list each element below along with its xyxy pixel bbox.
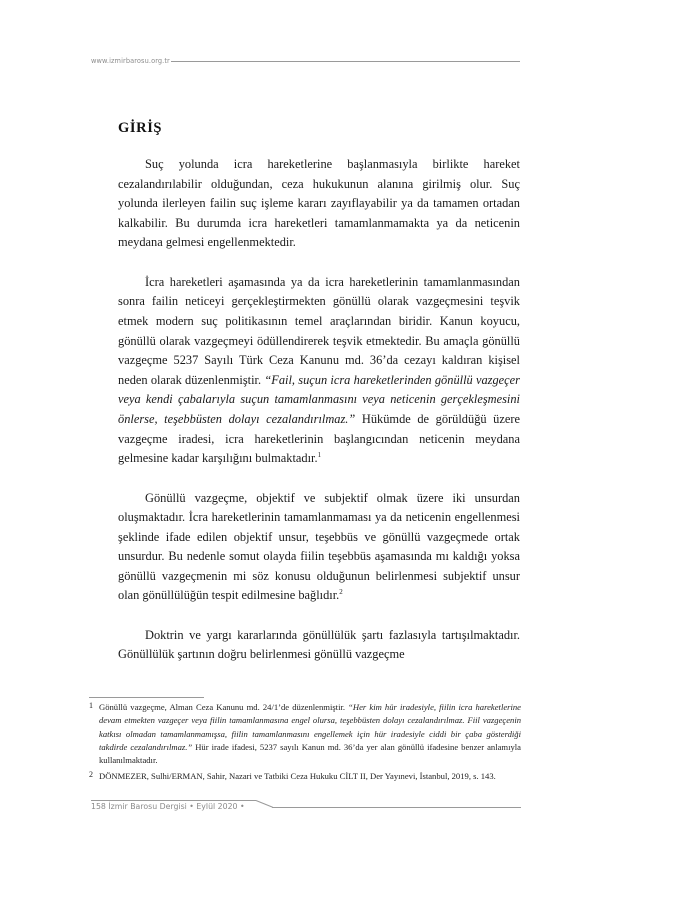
footnote-2-text: DÖNMEZER, Sulhi/ERMAN, Sahir, Nazari ve Tatbiki Ceza Hukuku CİLT II, Der Yayınevi, İstanbul, 2019, s. 143.: [99, 771, 496, 782]
paragraph-2-text-a: İcra hareketleri aşamasında ya da icra hareketlerinin tamamlanmasından sonra failin neticeyi gerçekleştirmekten gönüllü olarak vazgeçmesini teşvik etmek modern suç politikasının temel araçlarından biridir. Kanun koyucu, gönüllü olarak vazgeçmeyi ödüllendirerek teşvik etmektedir. Bu amaçla gönüllü vazgeçme 5237 Sayılı Türk Ceza Kanunu md. 36’da cezayı kaldıran kişisel neden olarak düzenlenmiştir.: [118, 274, 520, 387]
footer-rule-slant: [256, 800, 273, 808]
footer-text: 158 İzmir Barosu Dergisi • Eylül 2020 •: [91, 802, 245, 811]
paragraph-2: [118, 273, 520, 469]
footnote-ref-1[interactable]: 1: [317, 451, 322, 460]
running-footer: [91, 800, 521, 814]
footnotes: [89, 701, 521, 787]
footnote-1: [89, 701, 521, 767]
header-url: www.izmirbarosu.org.tr: [91, 57, 170, 65]
footnote-number: 1: [89, 701, 93, 710]
paragraph-3: [118, 489, 520, 607]
footnote-ref-2[interactable]: 2: [339, 588, 343, 597]
section-title: GİRİŞ: [118, 120, 163, 136]
footnote-1-text-a: Gönüllü vazgeçme, Alman Ceza Kanunu md. 24/1’de düzenlenmiştir.: [99, 702, 349, 712]
paragraph-1: Suç yolunda icra hareketlerine başlanmasıyla birlikte hareket cezalandırılabilir olduğundan, ceza hukukunun alanına girilmiş olur. Suç yolunda ilerleyen failin suç işleme kararı zayıflayabilir ya da tamamen ortadan kalkabilir. Bu durumda icra hareketleri tamamlanmamakta ya da neticenin meydana gelmesi engellenmektedir.: [118, 157, 520, 250]
body-text: [118, 155, 520, 685]
paragraph-2-text-b: Hükümde de görüldüğü üzere vazgeçme iradesi, icra hareketlerinin başlangıcından neticenin meydana gelmesine kadar karşılığını bulmaktadır.: [118, 411, 520, 466]
statute-quote: “Fail, suçun icra hareketlerinden gönüllü vazgeçer veya kendi çabalarıyla suçun tamamlanmasını veya neticenin gerçekleşmesini önlerse, teşebbüsten dolayı cezalandırılmaz.”: [118, 372, 521, 426]
footnote-number: 2: [89, 770, 93, 780]
paragraph-4: Doktrin ve yargı kararlarında gönüllülük şartı fazlasıyla tartışılmaktadır. Gönüllülük şartının doğru belirlenmesi gönüllü vazgeçme: [118, 627, 520, 662]
header-rule: [171, 61, 520, 62]
paragraph-3-text: Gönüllü vazgeçme, objektif ve subjektif olmak üzere iki unsurdan oluşmaktadır. İcra hareketlerinin tamamlanmaması ya da neticenin engellenmesi şeklinde ifade edilen objektif unsur, teşebbüs ve gönüllü vazgeçmede ortak unsurdur. Bu nedenle somut olayda fiilin teşebbüs aşamasında mı kaldığı yoksa gönüllü vazgeçmenin mi söz konusu olduğunun belirlenmesi subjektif unsur olan gönüllülüğün tespit edilmesine bağlıdır.: [118, 490, 520, 603]
running-header: [91, 54, 520, 68]
footnote-1-quote: “Her kim hür iradesiyle, fiilin icra hareketlerine devam etmekten vazgeçer veya fiilin tamamlanmasına engel olursa, teşebbüsten dolayı cezalandırılmaz. Fiil vazgeçenin katkısı olmadan tamamlanmamışsa, fiilin tamamlanmasını engellemek için hür iradesiyle ciddi bir çaba gösterdiği takdirde cezalandırılmaz.”: [99, 702, 521, 752]
footnote-separator: [89, 697, 204, 698]
footer-rule: [272, 807, 521, 808]
footnote-2: [89, 770, 521, 783]
footer-rule-top: [91, 800, 256, 801]
footnote-1-text-b: Hür irade ifadesi, 5237 sayılı Kanun md. 36’da yer alan gönüllü ifadesine benzer anlamıyla kullanılmaktadır.: [99, 741, 521, 766]
